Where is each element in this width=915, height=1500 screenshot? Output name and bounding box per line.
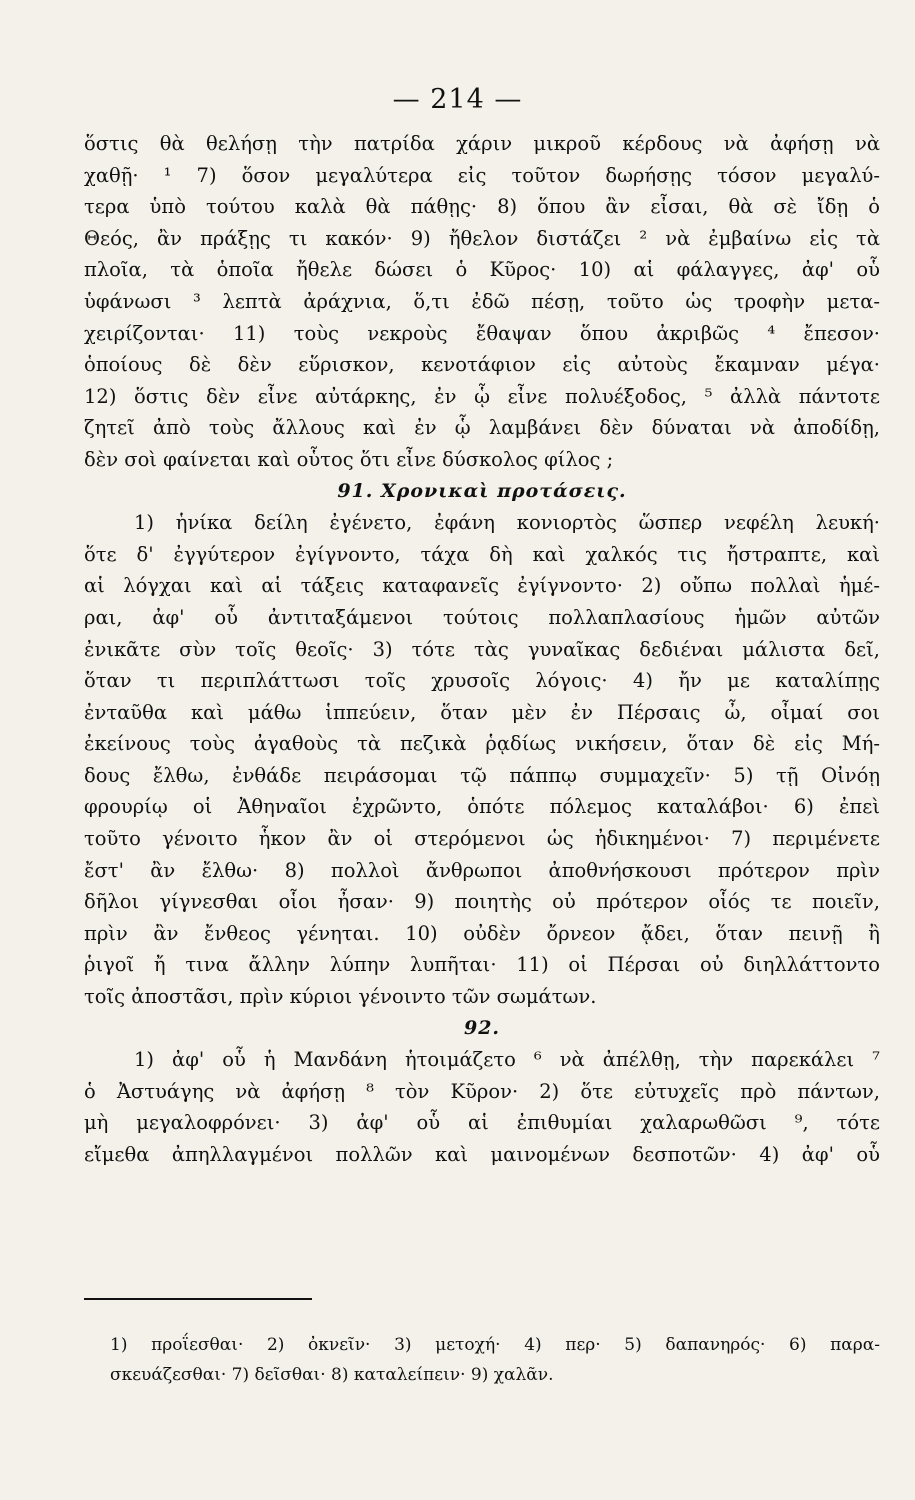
text-line: ἐκείνους τοὺς ἀγαθοὺς τὰ πεζικὰ ῥᾳδίως νικήσειν, ὅταν δὲ εἰς Μή- xyxy=(84,732,880,756)
text-line: χειρίζονται· 11) τοὺς νεκροὺς ἔθαψαν ὅπου ἀκριβῶς ⁴ ἔπεσον· xyxy=(84,321,880,345)
text-line: εἴμεθα ἀπηλλαγμένοι πολλῶν καὶ μαινομένων δεσποτῶν· 4) ἀφ' οὗ xyxy=(84,1143,880,1166)
text-line: ἔστ' ἂν ἔλθω· 8) πολλοὶ ἄνθρωποι ἀποθνήσκουσι πρότερον πρὶν xyxy=(84,858,880,882)
text-line: χαθῇ· ¹ 7) ὅσον μεγαλύτερα εἰς τοῦτον δωρήσῃς τόσον μεγαλύ- xyxy=(84,163,880,187)
footnote-divider xyxy=(84,1298,312,1300)
footnote-line: σκευάζεσθαι· 7) δεῖσθαι· 8) καταλείπειν· 9) χαλᾶν. xyxy=(110,1365,554,1385)
text-line: 1) ἀφ' οὗ ἡ Μανδάνη ἡτοιμάζετο ⁶ νὰ ἀπέλθῃ, τὴν παρεκάλει ⁷ xyxy=(134,1048,880,1072)
text-line: τερα ὑπὸ τούτου καλὰ θὰ πάθῃς· 8) ὅπου ἂν εἶσαι, θὰ σὲ ἴδῃ ὁ xyxy=(84,195,880,219)
text-line: μὴ μεγαλοφρόνει· 3) ἀφ' οὗ αἱ ἐπιθυμίαι χαλαρωθῶσι ⁹, τότε xyxy=(84,1111,880,1135)
text-line: δῆλοι γίγνεσθαι οἷοι ἦσαν· 9) ποιητὴς οὐ πρότερον οἷός τε ποιεῖν, xyxy=(84,890,880,914)
text-line: πρὶν ἂν ἔνθεος γένηται. 10) οὐδὲν ὄρνεον ᾄδει, ὅταν πεινῇ ἢ xyxy=(84,921,880,945)
section-heading-92: 92. xyxy=(463,1016,501,1039)
text-line: πλοῖα, τὰ ὁποῖα ἤθελε δώσει ὁ Κῦρος· 10) αἱ φάλαγγες, ἀφ' οὗ xyxy=(84,258,880,282)
section-heading-91: 91. Χρονικαὶ προτάσεις. xyxy=(337,479,627,502)
body-text xyxy=(84,128,880,1171)
text-line: φρουρίῳ οἱ Ἀθηναῖοι ἐχρῶντο, ὁπότε πόλεμος καταλάβοι· 6) ἐπεὶ xyxy=(84,795,880,819)
text-line: δὲν σοὶ φαίνεται καὶ οὗτος ὅτι εἶνε δύσκολος φίλος ; xyxy=(84,447,614,471)
text-line: ὅστις θὰ θελήσῃ τὴν πατρίδα χάριν μικροῦ κέρδους νὰ ἀφήσῃ νὰ xyxy=(84,132,880,155)
text-line: ῥιγοῖ ἤ τινα ἄλλην λύπην λυπῆται· 11) οἱ Πέρσαι οὐ διηλλάττοντο xyxy=(84,953,880,977)
text-line: 1) ἡνίκα δείλη ἐγένετο, ἐφάνη κονιορτὸς ὥσπερ νεφέλη λευκή· xyxy=(134,511,880,535)
footnotes xyxy=(110,1330,880,1390)
text-line: αἱ λόγχαι καὶ αἱ τάξεις καταφανεῖς ἐγίγνοντο· 2) οὔπω πολλαὶ ἡμέ- xyxy=(84,574,880,598)
text-line: ἐνταῦθα καὶ μάθω ἱππεύειν, ὅταν μὲν ἐν Πέρσαις ὦ, οἶμαί σοι xyxy=(84,700,880,724)
text-line: ὅτε δ' ἐγγύτερον ἐγίγνοντο, τάχα δὴ καὶ χαλκός τις ἤστραπτε, καὶ xyxy=(84,542,880,566)
text-line: δους ἔλθω, ἐνθάδε πειράσομαι τῷ πάππῳ συμμαχεῖν· 5) τῇ Οἰνόῃ xyxy=(84,763,880,787)
text-line: τοῖς ἀποστᾶσι, πρὶν κύριοι γένοιντο τῶν σωμάτων. xyxy=(84,985,597,1009)
text-line: ραι, ἀφ' οὗ ἀντιταξάμενοι τούτοις πολλαπλασίους ἡμῶν αὐτῶν xyxy=(84,605,880,629)
text-line: Θεός, ἂν πράξῃς τι κακόν· 9) ἤθελον διστάζει ² νὰ ἐμβαίνω εἰς τὰ xyxy=(84,226,880,250)
text-line: ἐνικᾶτε σὺν τοῖς θεοῖς· 3) τότε τὰς γυναῖκας δεδιέναι μάλιστα δεῖ, xyxy=(84,637,880,661)
text-line: ζητεῖ ἀπὸ τοὺς ἄλλους καὶ ἐν ᾧ λαμβάνει δὲν δύναται νὰ ἀποδίδῃ, xyxy=(84,416,880,440)
text-line: ὅταν τι περιπλάττωσι τοῖς χρυσοῖς λόγοις· 4) ἤν με καταλίπῃς xyxy=(84,669,880,693)
text-line: ὑφάνωσι ³ λεπτὰ ἀράχνια, ὅ,τι ἐδῶ πέσῃ, τοῦτο ὡς τροφὴν μετα- xyxy=(84,289,880,313)
text-line: 12) ὅστις δὲν εἶνε αὐτάρκης, ἐν ᾧ εἶνε πολυέξοδος, ⁵ ἀλλὰ πάντοτε xyxy=(84,384,880,408)
text-line: τοῦτο γένοιτο ἧκον ἂν οἱ στερόμενοι ὡς ἠδικημένοι· 7) περιμένετε xyxy=(84,827,880,851)
text-line: ὁ Ἀστυάγης νὰ ἀφήσῃ ⁸ τὸν Κῦρον· 2) ὅτε εὐτυχεῖς πρὸ πάντων, xyxy=(84,1079,880,1103)
text-line: ὁποίους δὲ δὲν εὕρισκον, κενοτάφιον εἰς αὐτοὺς ἔκαμναν μέγα· xyxy=(84,353,880,377)
page-number: — 214 — xyxy=(392,84,523,115)
footnote-line: 1) προΐεσθαι· 2) ὀκνεῖν· 3) μετοχή· 4) περ· 5) δαπανηρός· 6) παρα- xyxy=(110,1335,880,1355)
